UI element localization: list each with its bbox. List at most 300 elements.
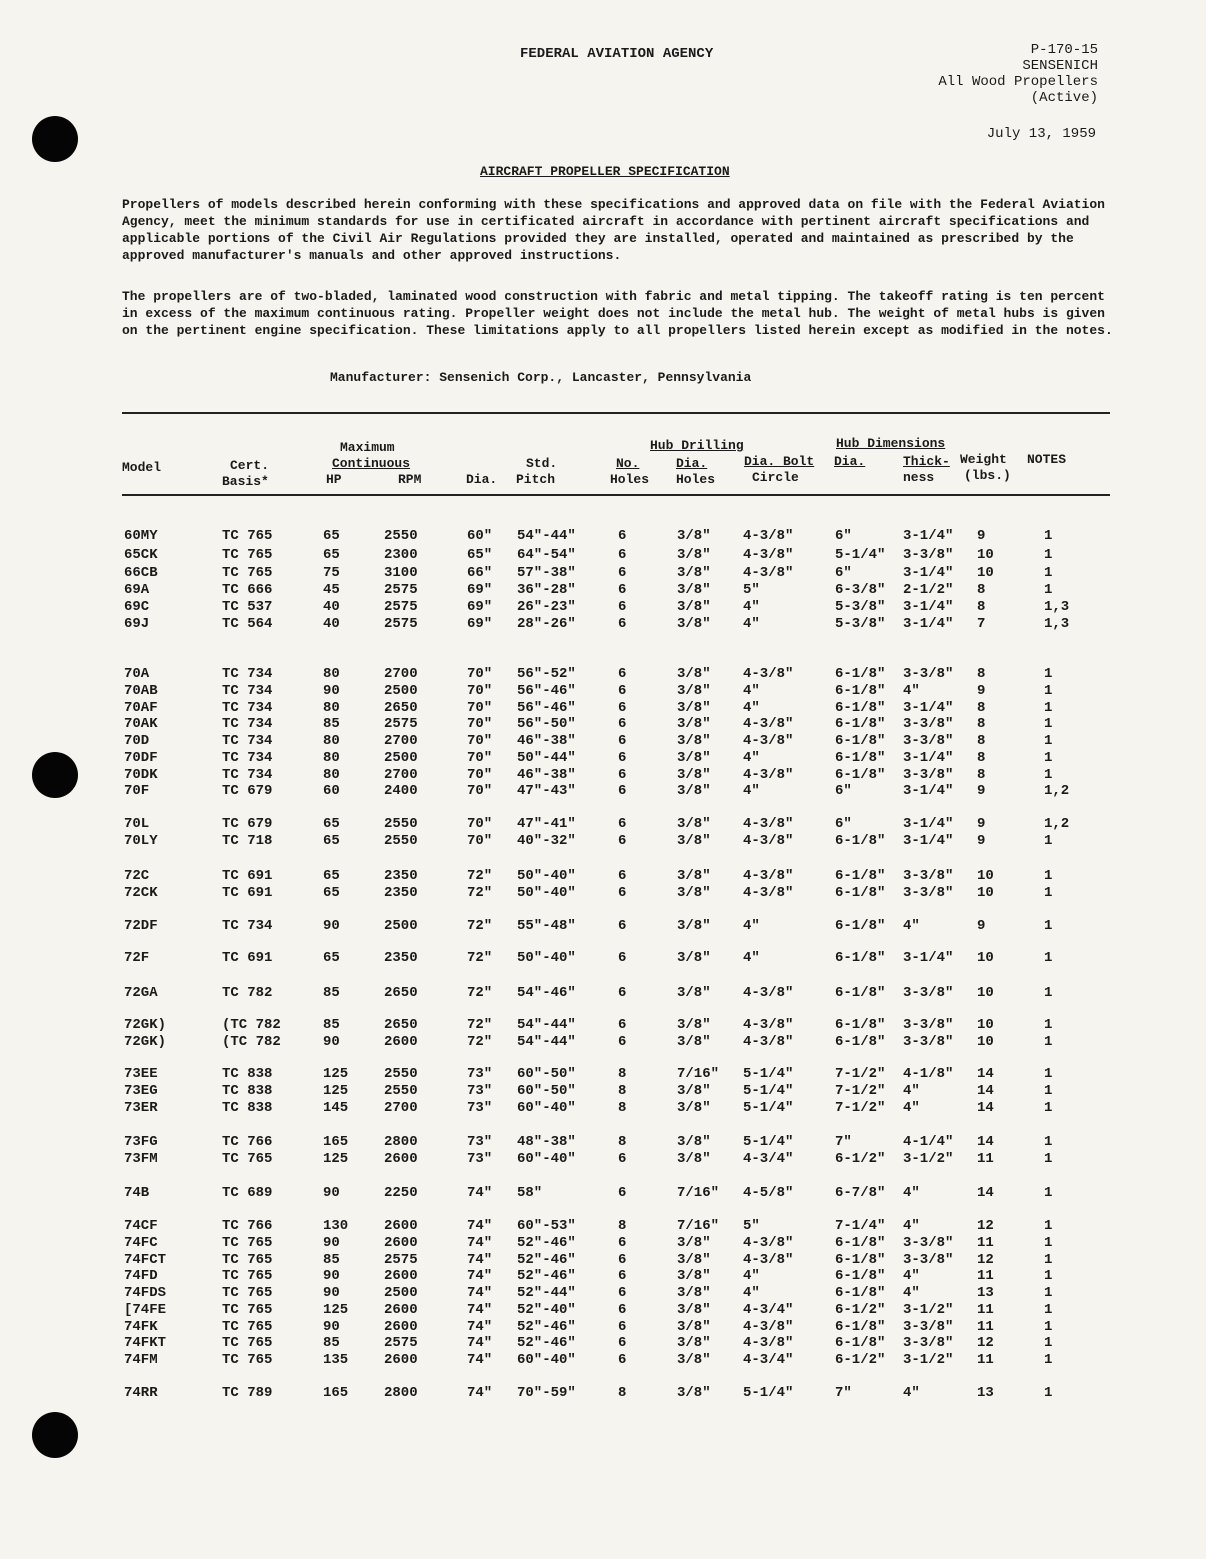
cell-diah: 3/8" bbox=[677, 700, 711, 716]
cell-cert: TC 734 bbox=[222, 700, 273, 716]
cell-rpm: 2600 bbox=[384, 1268, 418, 1284]
cell-noh: 8 bbox=[618, 1100, 627, 1116]
cell-diah: 3/8" bbox=[677, 1017, 711, 1033]
cell-noh: 6 bbox=[618, 666, 627, 682]
cell-wt: 8 bbox=[977, 750, 986, 766]
cell-dia: 74" bbox=[467, 1185, 493, 1201]
cell-cert: TC 766 bbox=[222, 1218, 273, 1234]
cell-noh: 6 bbox=[618, 1151, 627, 1167]
cell-wt: 11 bbox=[977, 1151, 994, 1167]
cell-noh: 6 bbox=[618, 985, 627, 1001]
cell-thick: 4" bbox=[903, 1185, 920, 1201]
cell-hdia: 6-3/8" bbox=[835, 582, 886, 598]
cell-pitch: 60"-50" bbox=[517, 1083, 576, 1099]
cell-bolt: 4-3/8" bbox=[743, 1252, 794, 1268]
cell-notes: 1 bbox=[1044, 582, 1053, 598]
cell-thick: 3-3/8" bbox=[903, 1335, 954, 1351]
cell-pitch: 40"-32" bbox=[517, 833, 576, 849]
cell-diah: 3/8" bbox=[677, 885, 711, 901]
cell-hdia: 6-1/8" bbox=[835, 683, 886, 699]
cell-bolt: 4-3/8" bbox=[743, 1319, 794, 1335]
cell-wt: 10 bbox=[977, 868, 994, 884]
cell-wt: 10 bbox=[977, 1034, 994, 1050]
header-weight: Weight bbox=[960, 452, 1007, 467]
cell-pitch: 26"-23" bbox=[517, 599, 576, 615]
cell-hdia: 6-1/8" bbox=[835, 833, 886, 849]
cell-notes: 1 bbox=[1044, 1335, 1053, 1351]
cell-pitch: 56"-50" bbox=[517, 716, 576, 732]
cell-dia: 70" bbox=[467, 783, 493, 799]
cell-dia: 73" bbox=[467, 1134, 493, 1150]
cell-model: 74FCT bbox=[124, 1252, 167, 1268]
cell-model: 74B bbox=[124, 1185, 150, 1201]
cell-pitch: 60"-50" bbox=[517, 1066, 576, 1082]
cell-noh: 6 bbox=[618, 700, 627, 716]
cell-cert: TC 765 bbox=[222, 1268, 273, 1284]
cell-wt: 8 bbox=[977, 733, 986, 749]
cell-notes: 1 bbox=[1044, 833, 1053, 849]
cell-pitch: 50"-40" bbox=[517, 868, 576, 884]
cell-hdia: 6-1/2" bbox=[835, 1151, 886, 1167]
cell-model: 69C bbox=[124, 599, 150, 615]
cell-wt: 10 bbox=[977, 885, 994, 901]
spec-number: P-170-15 bbox=[1030, 42, 1098, 58]
cell-dia: 65" bbox=[467, 547, 493, 563]
cell-model: 72DF bbox=[124, 918, 158, 934]
cell-notes: 1 bbox=[1044, 1066, 1053, 1082]
cell-thick: 4" bbox=[903, 1385, 920, 1401]
cell-cert: TC 789 bbox=[222, 1385, 273, 1401]
cell-hdia: 6-1/8" bbox=[835, 918, 886, 934]
cell-hp: 90 bbox=[323, 1034, 340, 1050]
cell-diah: 3/8" bbox=[677, 918, 711, 934]
table-row bbox=[0, 816, 1206, 833]
cell-pitch: 52"-40" bbox=[517, 1302, 576, 1318]
company-name: SENSENICH bbox=[1022, 58, 1098, 74]
cell-hp: 130 bbox=[323, 1218, 349, 1234]
cell-bolt: 5-1/4" bbox=[743, 1385, 794, 1401]
cell-noh: 6 bbox=[618, 1285, 627, 1301]
cell-notes: 1 bbox=[1044, 1185, 1053, 1201]
cell-cert: TC 666 bbox=[222, 582, 273, 598]
cell-cert: TC 765 bbox=[222, 547, 273, 563]
cell-noh: 8 bbox=[618, 1218, 627, 1234]
cell-notes: 1 bbox=[1044, 733, 1053, 749]
cell-hp: 65 bbox=[323, 885, 340, 901]
cell-noh: 6 bbox=[618, 716, 627, 732]
cell-notes: 1 bbox=[1044, 1134, 1053, 1150]
cell-pitch: 46"-38" bbox=[517, 733, 576, 749]
header-circle: Circle bbox=[752, 470, 799, 485]
cell-pitch: 52"-46" bbox=[517, 1252, 576, 1268]
table-row bbox=[0, 733, 1206, 750]
cell-rpm: 2600 bbox=[384, 1302, 418, 1318]
cell-notes: 1 bbox=[1044, 1319, 1053, 1335]
cell-wt: 11 bbox=[977, 1235, 994, 1251]
cell-noh: 6 bbox=[618, 1034, 627, 1050]
cell-hdia: 7" bbox=[835, 1134, 852, 1150]
cell-cert: TC 765 bbox=[222, 1302, 273, 1318]
cell-bolt: 4-3/8" bbox=[743, 1335, 794, 1351]
cell-diah: 3/8" bbox=[677, 833, 711, 849]
cell-thick: 3-1/4" bbox=[903, 700, 954, 716]
cell-model: 74FC bbox=[124, 1235, 158, 1251]
cell-bolt: 4-5/8" bbox=[743, 1185, 794, 1201]
cell-thick: 4" bbox=[903, 918, 920, 934]
cell-cert: TC 765 bbox=[222, 1335, 273, 1351]
table-row bbox=[0, 1034, 1206, 1051]
cell-cert: TC 838 bbox=[222, 1066, 273, 1082]
cell-dia: 70" bbox=[467, 716, 493, 732]
header-std: Std. bbox=[526, 456, 558, 471]
cell-bolt: 5-1/4" bbox=[743, 1083, 794, 1099]
cell-dia: 70" bbox=[467, 750, 493, 766]
cell-hp: 125 bbox=[323, 1302, 349, 1318]
cell-model: 74FDS bbox=[124, 1285, 167, 1301]
cell-dia: 73" bbox=[467, 1100, 493, 1116]
cell-cert: TC 765 bbox=[222, 528, 273, 544]
cell-noh: 6 bbox=[618, 950, 627, 966]
cell-hp: 40 bbox=[323, 599, 340, 615]
cell-cert: TC 734 bbox=[222, 918, 273, 934]
cell-dia: 66" bbox=[467, 565, 493, 581]
cell-hp: 65 bbox=[323, 528, 340, 544]
cell-hdia: 6-1/8" bbox=[835, 700, 886, 716]
cell-dia: 72" bbox=[467, 985, 493, 1001]
cell-model: 65CK bbox=[124, 547, 158, 563]
cell-dia: 72" bbox=[467, 868, 493, 884]
cell-diah: 3/8" bbox=[677, 816, 711, 832]
cell-cert: TC 718 bbox=[222, 833, 273, 849]
cell-pitch: 70"-59" bbox=[517, 1385, 576, 1401]
cell-pitch: 52"-44" bbox=[517, 1285, 576, 1301]
cell-wt: 11 bbox=[977, 1319, 994, 1335]
cell-wt: 13 bbox=[977, 1385, 994, 1401]
cell-notes: 1 bbox=[1044, 750, 1053, 766]
cell-pitch: 60"-40" bbox=[517, 1352, 576, 1368]
cell-bolt: 4" bbox=[743, 700, 760, 716]
cell-thick: 3-1/4" bbox=[903, 528, 954, 544]
cell-dia: 70" bbox=[467, 767, 493, 783]
cell-pitch: 60"-40" bbox=[517, 1100, 576, 1116]
cell-hdia: 7-1/2" bbox=[835, 1100, 886, 1116]
cell-notes: 1 bbox=[1044, 666, 1053, 682]
table-row bbox=[0, 985, 1206, 1002]
cell-noh: 8 bbox=[618, 1066, 627, 1082]
cell-rpm: 2700 bbox=[384, 733, 418, 749]
cell-notes: 1 bbox=[1044, 1151, 1053, 1167]
table-row bbox=[0, 616, 1206, 633]
cell-model: 70D bbox=[124, 733, 150, 749]
cell-noh: 8 bbox=[618, 1385, 627, 1401]
cell-rpm: 2550 bbox=[384, 528, 418, 544]
cell-dia: 73" bbox=[467, 1066, 493, 1082]
cell-cert: TC 782 bbox=[222, 985, 273, 1001]
cell-dia: 70" bbox=[467, 683, 493, 699]
table-row bbox=[0, 1083, 1206, 1100]
cell-noh: 6 bbox=[618, 616, 627, 632]
cell-wt: 12 bbox=[977, 1252, 994, 1268]
cell-hp: 80 bbox=[323, 733, 340, 749]
cell-notes: 1 bbox=[1044, 528, 1053, 544]
cell-cert: TC 766 bbox=[222, 1134, 273, 1150]
cell-diah: 3/8" bbox=[677, 1268, 711, 1284]
cell-dia: 60" bbox=[467, 528, 493, 544]
cell-notes: 1 bbox=[1044, 716, 1053, 732]
cell-noh: 6 bbox=[618, 733, 627, 749]
cell-noh: 6 bbox=[618, 599, 627, 615]
cell-model: 69J bbox=[124, 616, 150, 632]
cell-thick: 3-3/8" bbox=[903, 767, 954, 783]
cell-diah: 3/8" bbox=[677, 985, 711, 1001]
cell-model: 73FG bbox=[124, 1134, 158, 1150]
cell-notes: 1 bbox=[1044, 565, 1053, 581]
cell-cert: (TC 782 bbox=[222, 1034, 281, 1050]
cell-noh: 6 bbox=[618, 1017, 627, 1033]
cell-diah: 3/8" bbox=[677, 1100, 711, 1116]
cell-pitch: 60"-40" bbox=[517, 1151, 576, 1167]
cell-wt: 11 bbox=[977, 1352, 994, 1368]
cell-bolt: 5-1/4" bbox=[743, 1066, 794, 1082]
cell-hp: 90 bbox=[323, 1185, 340, 1201]
cell-diah: 3/8" bbox=[677, 1335, 711, 1351]
cell-pitch: 36"-28" bbox=[517, 582, 576, 598]
cell-diah: 3/8" bbox=[677, 1285, 711, 1301]
cell-rpm: 2700 bbox=[384, 666, 418, 682]
cell-pitch: 28"-26" bbox=[517, 616, 576, 632]
cell-wt: 14 bbox=[977, 1083, 994, 1099]
cell-pitch: 52"-46" bbox=[517, 1268, 576, 1284]
cell-notes: 1 bbox=[1044, 1218, 1053, 1234]
cell-diah: 3/8" bbox=[677, 1134, 711, 1150]
cell-bolt: 4" bbox=[743, 599, 760, 615]
cell-hdia: 6" bbox=[835, 528, 852, 544]
table-row bbox=[0, 1335, 1206, 1352]
cell-pitch: 56"-46" bbox=[517, 683, 576, 699]
cell-diah: 3/8" bbox=[677, 1034, 711, 1050]
cell-bolt: 4-3/8" bbox=[743, 816, 794, 832]
cell-noh: 6 bbox=[618, 868, 627, 884]
cell-wt: 9 bbox=[977, 918, 986, 934]
cell-bolt: 4-3/8" bbox=[743, 868, 794, 884]
cell-pitch: 54"-46" bbox=[517, 985, 576, 1001]
cell-hp: 90 bbox=[323, 1319, 340, 1335]
table-top-rule bbox=[122, 412, 1110, 414]
cell-noh: 6 bbox=[618, 1268, 627, 1284]
cell-noh: 6 bbox=[618, 1252, 627, 1268]
cell-hdia: 6-1/8" bbox=[835, 767, 886, 783]
cell-rpm: 2600 bbox=[384, 1235, 418, 1251]
cell-noh: 8 bbox=[618, 1134, 627, 1150]
cell-dia: 69" bbox=[467, 616, 493, 632]
cell-hp: 125 bbox=[323, 1066, 349, 1082]
cell-diah: 3/8" bbox=[677, 1302, 711, 1318]
cell-rpm: 2575 bbox=[384, 1252, 418, 1268]
cell-thick: 3-3/8" bbox=[903, 733, 954, 749]
construction-paragraph: The propellers are of two-bladed, laminated wood construction with fabric and metal tipping. The takeoff rating is ten percent in excess of the maximum continuous rating. Propeller weight does not include the metal hub. The weight of metal hubs is given on the pertinent engine specification. These limitations apply to all propellers listed herein except as modified in the notes. bbox=[122, 289, 1113, 338]
cell-bolt: 4-3/8" bbox=[743, 716, 794, 732]
cell-notes: 1 bbox=[1044, 1302, 1053, 1318]
cell-cert: (TC 782 bbox=[222, 1017, 281, 1033]
cell-notes: 1 bbox=[1044, 885, 1053, 901]
cell-hp: 80 bbox=[323, 700, 340, 716]
cell-wt: 14 bbox=[977, 1185, 994, 1201]
cell-thick: 4" bbox=[903, 1083, 920, 1099]
cell-hdia: 6-1/8" bbox=[835, 733, 886, 749]
cell-model: 73ER bbox=[124, 1100, 158, 1116]
cell-thick: 4" bbox=[903, 1218, 920, 1234]
cell-model: 74FM bbox=[124, 1352, 158, 1368]
cell-noh: 6 bbox=[618, 783, 627, 799]
cell-hp: 80 bbox=[323, 767, 340, 783]
cell-hp: 80 bbox=[323, 666, 340, 682]
cell-dia: 72" bbox=[467, 918, 493, 934]
cell-diah: 3/8" bbox=[677, 1352, 711, 1368]
table-row bbox=[0, 783, 1206, 800]
cell-notes: 1 bbox=[1044, 1252, 1053, 1268]
cell-wt: 10 bbox=[977, 565, 994, 581]
cell-cert: TC 734 bbox=[222, 733, 273, 749]
cell-dia: 74" bbox=[467, 1335, 493, 1351]
cell-model: 70L bbox=[124, 816, 150, 832]
cell-diah: 3/8" bbox=[677, 565, 711, 581]
cell-wt: 12 bbox=[977, 1335, 994, 1351]
cell-rpm: 2500 bbox=[384, 1285, 418, 1301]
cell-model: 70F bbox=[124, 783, 150, 799]
cell-model: 72GK) bbox=[124, 1017, 167, 1033]
cell-cert: TC 691 bbox=[222, 868, 273, 884]
cell-diah: 7/16" bbox=[677, 1185, 720, 1201]
cell-dia: 70" bbox=[467, 816, 493, 832]
manufacturer-line: Manufacturer: Sensenich Corp., Lancaster, Pennsylvania bbox=[330, 370, 752, 385]
cell-rpm: 2500 bbox=[384, 918, 418, 934]
cell-hdia: 5-3/8" bbox=[835, 599, 886, 615]
cell-notes: 1 bbox=[1044, 950, 1053, 966]
table-row bbox=[0, 700, 1206, 717]
cell-pitch: 52"-46" bbox=[517, 1235, 576, 1251]
cell-dia: 70" bbox=[467, 833, 493, 849]
cell-wt: 8 bbox=[977, 716, 986, 732]
cell-model: 73EG bbox=[124, 1083, 158, 1099]
cell-noh: 6 bbox=[618, 683, 627, 699]
cell-dia: 74" bbox=[467, 1268, 493, 1284]
cell-hdia: 6-7/8" bbox=[835, 1185, 886, 1201]
header-ness: ness bbox=[903, 470, 935, 485]
cell-hdia: 6-1/8" bbox=[835, 1034, 886, 1050]
cell-hdia: 5-3/8" bbox=[835, 616, 886, 632]
cell-thick: 3-3/8" bbox=[903, 1252, 954, 1268]
cell-bolt: 4" bbox=[743, 616, 760, 632]
cell-cert: TC 765 bbox=[222, 1285, 273, 1301]
cell-hp: 85 bbox=[323, 1335, 340, 1351]
cell-thick: 4" bbox=[903, 1285, 920, 1301]
cell-hdia: 6-1/8" bbox=[835, 1252, 886, 1268]
cell-wt: 10 bbox=[977, 1017, 994, 1033]
cell-model: 70AF bbox=[124, 700, 158, 716]
cell-dia: 72" bbox=[467, 950, 493, 966]
cell-wt: 10 bbox=[977, 950, 994, 966]
cell-hdia: 6-1/2" bbox=[835, 1302, 886, 1318]
cell-model: 60MY bbox=[124, 528, 158, 544]
cell-thick: 3-3/8" bbox=[903, 547, 954, 563]
cell-dia: 73" bbox=[467, 1151, 493, 1167]
cell-notes: 1,2 bbox=[1044, 816, 1070, 832]
cell-diah: 3/8" bbox=[677, 1252, 711, 1268]
cell-rpm: 2700 bbox=[384, 767, 418, 783]
header-model: Model bbox=[122, 460, 162, 475]
cell-wt: 7 bbox=[977, 616, 986, 632]
cell-noh: 6 bbox=[618, 528, 627, 544]
cell-hp: 65 bbox=[323, 833, 340, 849]
cell-cert: TC 765 bbox=[222, 1252, 273, 1268]
cell-thick: 2-1/2" bbox=[903, 582, 954, 598]
cell-model: 72C bbox=[124, 868, 150, 884]
cell-bolt: 4-3/8" bbox=[743, 528, 794, 544]
cell-pitch: 56"-46" bbox=[517, 700, 576, 716]
table-row bbox=[0, 1268, 1206, 1285]
cell-hp: 65 bbox=[323, 816, 340, 832]
cell-hp: 65 bbox=[323, 547, 340, 563]
cell-hp: 165 bbox=[323, 1134, 349, 1150]
cell-diah: 3/8" bbox=[677, 950, 711, 966]
cell-notes: 1 bbox=[1044, 868, 1053, 884]
cell-bolt: 4" bbox=[743, 750, 760, 766]
cell-wt: 8 bbox=[977, 599, 986, 615]
table-row bbox=[0, 833, 1206, 850]
table-row bbox=[0, 1017, 1206, 1034]
cell-rpm: 2600 bbox=[384, 1352, 418, 1368]
cell-model: 70A bbox=[124, 666, 150, 682]
cell-hp: 60 bbox=[323, 783, 340, 799]
header-no-holes: Holes bbox=[610, 472, 650, 487]
cell-wt: 9 bbox=[977, 816, 986, 832]
cell-bolt: 4-3/8" bbox=[743, 767, 794, 783]
cell-pitch: 47"-41" bbox=[517, 816, 576, 832]
cell-noh: 6 bbox=[618, 918, 627, 934]
cell-rpm: 2550 bbox=[384, 816, 418, 832]
header-continuous: Continuous bbox=[332, 456, 411, 471]
header-no: No. bbox=[616, 456, 640, 471]
cell-hdia: 6-1/8" bbox=[835, 868, 886, 884]
cell-dia: 70" bbox=[467, 733, 493, 749]
cell-thick: 4" bbox=[903, 1268, 920, 1284]
cell-hp: 85 bbox=[323, 985, 340, 1001]
cell-model: 72F bbox=[124, 950, 150, 966]
cell-cert: TC 765 bbox=[222, 1235, 273, 1251]
cell-wt: 14 bbox=[977, 1100, 994, 1116]
table-row bbox=[0, 950, 1206, 967]
cell-model: 69A bbox=[124, 582, 150, 598]
cell-diah: 3/8" bbox=[677, 1151, 711, 1167]
cell-wt: 9 bbox=[977, 783, 986, 799]
cell-cert: TC 765 bbox=[222, 1151, 273, 1167]
cell-wt: 8 bbox=[977, 767, 986, 783]
cell-diah: 3/8" bbox=[677, 599, 711, 615]
cell-hp: 90 bbox=[323, 683, 340, 699]
cell-hp: 75 bbox=[323, 565, 340, 581]
cell-dia: 74" bbox=[467, 1352, 493, 1368]
cell-rpm: 2575 bbox=[384, 599, 418, 615]
cell-hp: 125 bbox=[323, 1083, 349, 1099]
header-hub-dia: Dia. bbox=[834, 454, 866, 469]
cell-model: [74FE bbox=[124, 1302, 167, 1318]
cell-thick: 3-1/4" bbox=[903, 816, 954, 832]
cell-thick: 3-3/8" bbox=[903, 1319, 954, 1335]
cell-rpm: 2350 bbox=[384, 885, 418, 901]
cell-rpm: 2550 bbox=[384, 833, 418, 849]
cell-cert: TC 734 bbox=[222, 716, 273, 732]
cell-wt: 10 bbox=[977, 547, 994, 563]
